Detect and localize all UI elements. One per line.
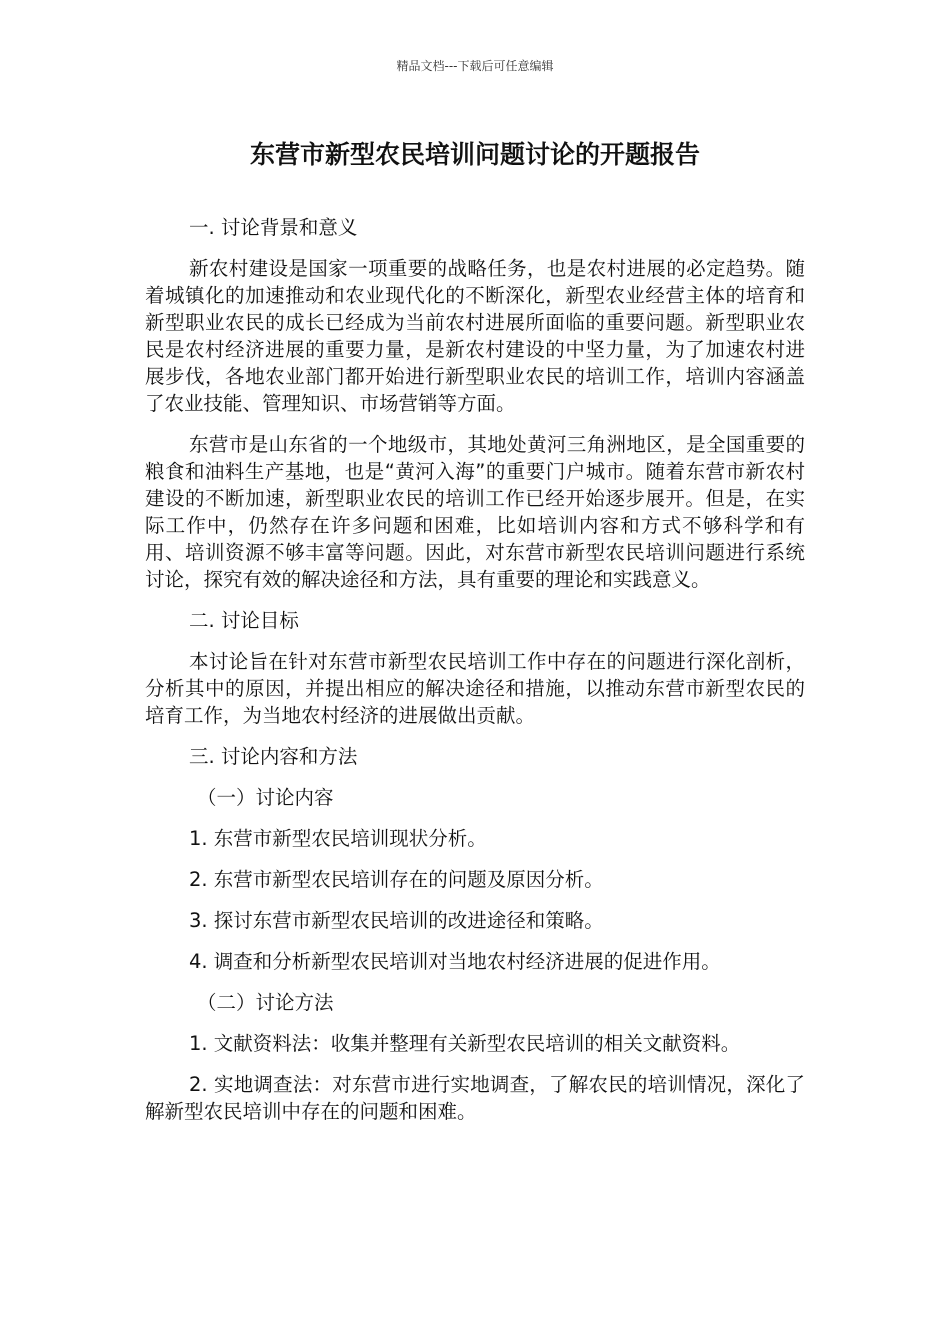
page-header: 精品文档---下载后可任意编辑 xyxy=(396,59,554,73)
section-heading: 二. 讨论目标 xyxy=(189,609,299,632)
subsection-heading: （一）讨论内容 xyxy=(197,786,334,809)
section-heading: 三. 讨论内容和方法 xyxy=(189,745,358,768)
list-item: 2. 实地调查法：对东营市进行实地调查，了解农民的培训情况，深化了解新型农民培训中存在的问题和困难。 xyxy=(145,1073,805,1123)
section-heading: 一. 讨论背景和意义 xyxy=(189,216,358,239)
list-item: 1. 东营市新型农民培训现状分析。 xyxy=(189,827,487,850)
subsection-heading: （二）讨论方法 xyxy=(197,991,334,1014)
list-item: 2. 东营市新型农民培训存在的问题及原因分析。 xyxy=(189,868,604,891)
body-paragraph: 本讨论旨在针对东营市新型农民培训工作中存在的问题进行深化剖析，分析其中的原因，并提出相应的解决途径和措施，以推动东营市新型农民的培育工作，为当地农村经济的进展做出贡献。 xyxy=(145,650,805,727)
body-paragraph: 东营市是山东省的一个地级市，其地处黄河三角洲地区，是全国重要的粮食和油料生产基地，也是“黄河入海”的重要门户城市。随着东营市新农村建设的不断加速，新型职业农民的培训工作已经开始逐步展开。但是，在实际工作中，仍然存在许多问题和困难，比如培训内容和方式不够科学和有用、培训资源不够丰富等问题。因此，对东营市新型农民培训问题进行系统讨论，探究有效的解决途径和方法，具有重要的理论和实践意义。 xyxy=(145,433,805,591)
body-paragraph: 新农村建设是国家一项重要的战略任务，也是农村进展的必定趋势。随着城镇化的加速推动和农业现代化的不断深化，新型农业经营主体的培育和新型职业农民的成长已经成为当前农村进展所面临的重要问题。新型职业农民是农村经济进展的重要力量，是新农村建设的中坚力量，为了加速农村进展步伐，各地农业部门都开始进行新型职业农民的培训工作，培训内容涵盖了农业技能、管理知识、市场营销等方面。 xyxy=(145,257,805,415)
document-body xyxy=(145,214,805,1139)
document-title: 东营市新型农民培训问题讨论的开题报告 xyxy=(249,140,700,169)
list-item: 3. 探讨东营市新型农民培训的改进途径和策略。 xyxy=(189,909,604,932)
list-item: 4. 调查和分析新型农民培训对当地农村经济进展的促进作用。 xyxy=(189,950,721,973)
list-item: 1. 文献资料法：收集并整理有关新型农民培训的相关文献资料。 xyxy=(189,1032,741,1055)
